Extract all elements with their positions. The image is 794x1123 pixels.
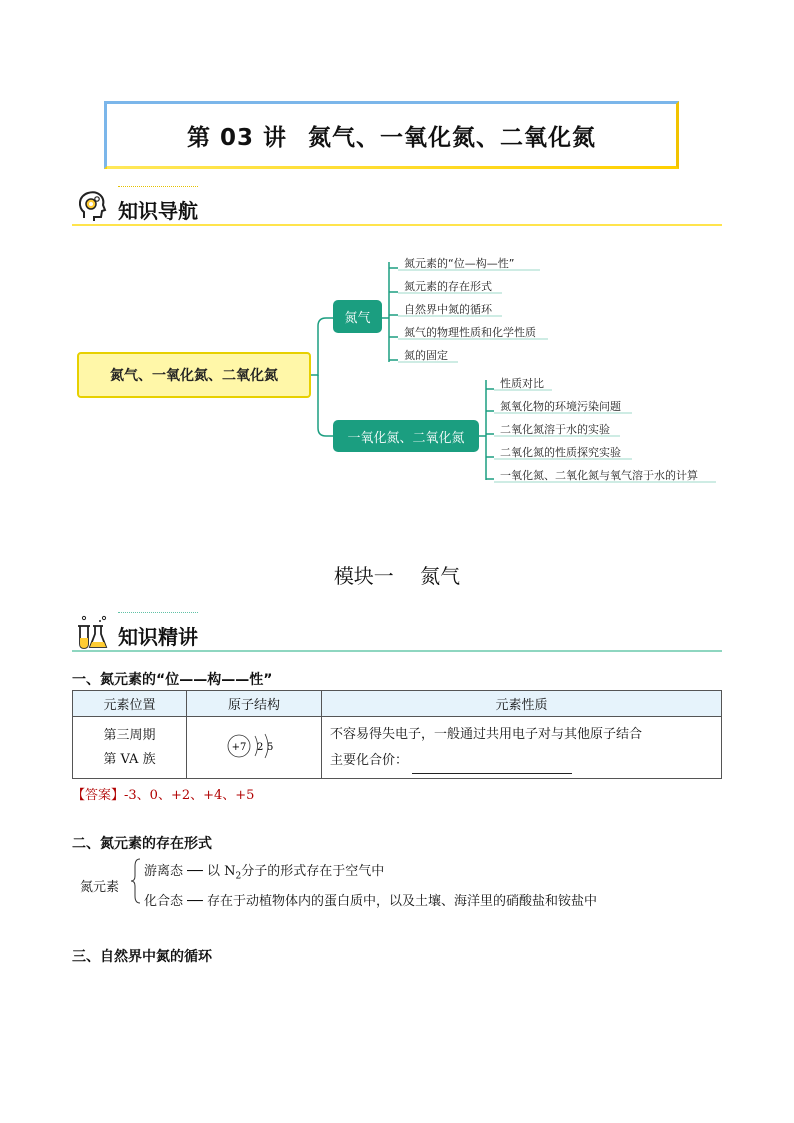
module-topic: 氮气 (420, 564, 461, 588)
position-cell (73, 717, 187, 779)
free-state-line (144, 860, 384, 882)
element-label: 氮元素 (80, 880, 120, 895)
head-gear-icon (74, 188, 108, 224)
combined-state-label: 化合态 (144, 894, 184, 909)
part2-heading: 二、氮元素的存在形式 (72, 836, 212, 852)
free-state-label: 游离态 (144, 864, 184, 879)
shell-electrons: 2 (257, 741, 264, 753)
mindmap-leaf: 自然界中氮的循环 (404, 303, 492, 316)
element-table (72, 690, 722, 779)
property-cell (322, 717, 722, 779)
mindmap-root: 氮气、一氧化氮、二氧化氮 (77, 352, 311, 398)
subscript: 2 (235, 871, 242, 882)
answer-text: -3、0、+2、+4、+5 (124, 788, 255, 803)
mindmap-leaf: 二氧化氮的性质探究实验 (500, 446, 621, 459)
title-banner (104, 101, 679, 169)
title-main: 氮气、一氧化氮、二氧化氮 (308, 124, 597, 151)
mindmap-leaf: 氮的固定 (404, 349, 448, 362)
module-name: 模块一 (333, 564, 394, 588)
mindmap-branch-nitrogen: 氮气 (333, 300, 382, 333)
section-label-lecture: 知识精讲 (118, 625, 198, 649)
section-label-nav: 知识导航 (118, 199, 198, 223)
flask-icon (74, 614, 108, 650)
nucleus-charge: +7 (231, 741, 247, 753)
property-text: 不容易得失电子，一般通过共用电子对与其他原子结合 (330, 726, 643, 742)
section-header-lecture (72, 612, 722, 656)
free-state-desc-a: ── 以 N (187, 864, 236, 879)
period-text: 第三周期 (103, 727, 156, 743)
header-rule (72, 224, 722, 226)
valence-label: 主要化合价： (330, 752, 409, 768)
title-prefix: 第 03 讲 (186, 124, 287, 151)
part1-heading: 一、氮元素的“位——构——性” (72, 672, 273, 688)
mindmap-leaf: 氮元素的“位—构—性” (404, 257, 515, 270)
atom-structure-cell (187, 717, 322, 779)
brace-icon (130, 858, 142, 904)
combined-state-desc: ── 存在于动植物体内的蛋白质中，以及土壤、海洋里的硝酸盐和铵盐中 (187, 894, 597, 909)
atom-diagram (222, 724, 286, 768)
answer-blank (412, 760, 572, 774)
header-rule (72, 650, 722, 652)
module-title (0, 560, 794, 589)
combined-state-line (144, 890, 597, 909)
header-dots (118, 612, 198, 613)
mindmap-branch-oxides: 一氧化氮、二氧化氮 (333, 420, 479, 452)
mindmap-leaf: 一氧化氮、二氧化氮与氧气溶于水的计算 (500, 469, 698, 482)
section-header-nav (72, 186, 722, 230)
answer-tag: 【答案】 (72, 788, 125, 803)
page-title (181, 119, 602, 152)
part3-heading: 三、自然界中氮的循环 (72, 949, 212, 965)
mindmap-leaf: 氮氧化物的环境污染问题 (500, 400, 621, 413)
header-dots (118, 186, 198, 187)
answer-line (72, 784, 254, 803)
mindmap-leaf: 氮元素的存在形式 (404, 280, 492, 293)
free-state-desc-b: 分子的形式存在于空气中 (241, 864, 385, 879)
table-header: 元素性质 (322, 691, 722, 717)
mindmap-leaf: 二氧化氮溶于水的实验 (500, 423, 610, 436)
group-text: 第 VA 族 (103, 751, 156, 767)
table-header: 原子结构 (187, 691, 322, 717)
mindmap-leaf: 性质对比 (500, 377, 544, 390)
shell-electrons: 5 (267, 741, 274, 753)
table-header: 元素位置 (73, 691, 187, 717)
title-underline (107, 166, 676, 169)
mindmap-leaf: 氮气的物理性质和化学性质 (404, 326, 536, 339)
